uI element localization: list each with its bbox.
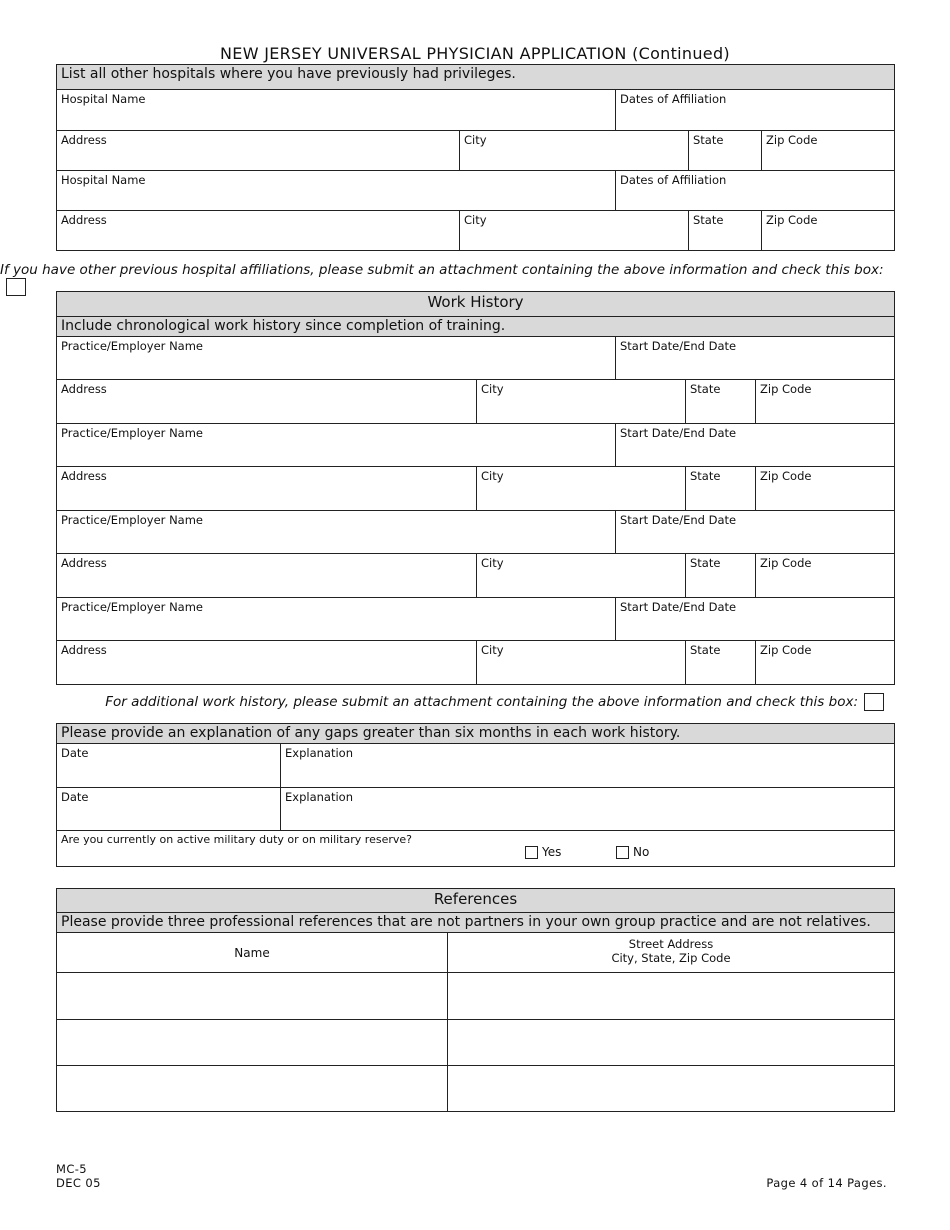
employer-name-label: Practice/Employer Name — [61, 600, 203, 614]
gap-explanation-label: Explanation — [285, 746, 353, 760]
gap-date-field[interactable] — [57, 744, 280, 787]
address-label: Address — [61, 213, 107, 227]
dates-of-affiliation-field[interactable] — [615, 171, 894, 210]
hospital-name-field[interactable] — [57, 171, 615, 210]
state-field[interactable] — [685, 467, 755, 510]
military-question-label: Are you currently on active military duty or on military reserve? — [61, 833, 412, 846]
address-field[interactable] — [57, 467, 476, 510]
form-id: MC-5 — [56, 1162, 88, 1176]
work-history-title: Work History — [57, 292, 894, 317]
address-label: Address — [61, 133, 107, 147]
state-field[interactable] — [685, 641, 755, 684]
references-instructions: Please provide three professional references that are not partners in your own group practice and are not relatives. — [57, 913, 894, 932]
employer-name-field[interactable] — [57, 598, 615, 640]
address-field[interactable] — [57, 641, 476, 684]
work-history-subtitle: Include chronological work history since completion of training. — [57, 317, 894, 336]
hospital-name-row — [57, 170, 894, 210]
state-field[interactable] — [688, 211, 761, 250]
zip-field[interactable] — [755, 641, 894, 684]
city-field[interactable] — [459, 131, 688, 170]
zip-field[interactable] — [755, 554, 894, 597]
address-field[interactable] — [57, 211, 459, 250]
page-number: Page 4 of 14 Pages. — [766, 1176, 887, 1190]
zip-field[interactable] — [755, 380, 894, 423]
gap-explanation-field[interactable] — [280, 744, 894, 787]
gap-explanation-label: Explanation — [285, 790, 353, 804]
zip-label: Zip Code — [766, 133, 818, 147]
zip-label: Zip Code — [760, 469, 812, 483]
work-history-section — [56, 291, 895, 685]
yes-checkbox[interactable] — [525, 846, 538, 859]
city-label: City — [464, 213, 487, 227]
military-no-option[interactable] — [616, 845, 649, 859]
zip-label: Zip Code — [766, 213, 818, 227]
reference-address-field[interactable] — [447, 1066, 894, 1111]
references-header-row — [57, 932, 894, 972]
street-address-header: Street Address — [628, 937, 714, 951]
start-end-date-field[interactable] — [615, 337, 894, 379]
dates-of-affiliation-label: Dates of Affiliation — [620, 92, 727, 106]
gap-date-field[interactable] — [57, 788, 280, 830]
state-label: State — [693, 213, 724, 227]
gap-row — [57, 743, 894, 787]
address-field[interactable] — [57, 131, 459, 170]
start-end-date-field[interactable] — [615, 424, 894, 466]
form-id-block — [56, 1162, 101, 1190]
reference-name-field[interactable] — [57, 1020, 447, 1065]
city-field[interactable] — [476, 467, 685, 510]
hospital-name-label: Hospital Name — [61, 92, 146, 106]
military-row — [57, 830, 894, 866]
yes-label: Yes — [542, 845, 562, 859]
employer-name-field[interactable] — [57, 337, 615, 379]
references-section — [56, 888, 895, 1112]
employer-name-field[interactable] — [57, 424, 615, 466]
zip-field[interactable] — [755, 467, 894, 510]
city-label: City — [481, 382, 504, 396]
employer-row — [57, 423, 894, 466]
address-label: Address — [61, 469, 107, 483]
work-history-attachment-text: For additional work history, please submit an attachment containing the above information and check this box: — [105, 694, 858, 710]
employer-row — [57, 510, 894, 553]
gap-explanation-field[interactable] — [280, 788, 894, 830]
city-state-zip-header: City, State, Zip Code — [611, 951, 731, 965]
employer-row — [57, 597, 894, 640]
address-field[interactable] — [57, 380, 476, 423]
state-label: State — [690, 382, 721, 396]
city-field[interactable] — [476, 641, 685, 684]
name-header-label: Name — [234, 945, 270, 960]
employer-address-row — [57, 379, 894, 423]
city-field[interactable] — [476, 554, 685, 597]
start-end-date-field[interactable] — [615, 511, 894, 553]
military-yes-option[interactable] — [525, 845, 561, 859]
references-title: References — [57, 889, 894, 913]
work-history-attachment-note — [105, 693, 884, 711]
zip-field[interactable] — [761, 131, 894, 170]
address-label: Address — [61, 556, 107, 570]
city-label: City — [464, 133, 487, 147]
reference-address-field[interactable] — [447, 1020, 894, 1065]
form-revision: DEC 05 — [56, 1176, 101, 1190]
start-end-date-label: Start Date/End Date — [620, 600, 737, 614]
employer-name-label: Practice/Employer Name — [61, 426, 203, 440]
address-label: Address — [61, 382, 107, 396]
city-label: City — [481, 469, 504, 483]
start-end-date-field[interactable] — [615, 598, 894, 640]
reference-name-field[interactable] — [57, 973, 447, 1019]
hospital-name-field[interactable] — [57, 90, 615, 130]
page-title: NEW JERSEY UNIVERSAL PHYSICIAN APPLICATION (Continued) — [220, 44, 730, 63]
gap-date-label: Date — [61, 790, 89, 804]
hospital-address-row — [57, 210, 894, 250]
hospitals-header: List all other hospitals where you have previously had privileges. — [57, 65, 894, 90]
hospitals-section — [56, 64, 895, 251]
address-column-header — [447, 933, 894, 972]
city-field[interactable] — [476, 380, 685, 423]
zip-label: Zip Code — [760, 643, 812, 657]
state-field[interactable] — [685, 554, 755, 597]
military-question — [57, 831, 894, 866]
reference-address-field[interactable] — [447, 973, 894, 1019]
state-field[interactable] — [688, 131, 761, 170]
employer-address-row — [57, 466, 894, 510]
state-label: State — [690, 469, 721, 483]
name-column-header — [57, 933, 447, 972]
dates-of-affiliation-label: Dates of Affiliation — [620, 173, 727, 187]
work-history-attachment-checkbox[interactable] — [864, 693, 884, 711]
no-checkbox[interactable] — [616, 846, 629, 859]
zip-label: Zip Code — [760, 382, 812, 396]
reference-row — [57, 1065, 894, 1111]
gaps-header: Please provide an explanation of any gaps greater than six months in each work history. — [57, 724, 894, 743]
state-label: State — [690, 643, 721, 657]
employer-address-row — [57, 640, 894, 684]
hospital-name-row — [57, 90, 894, 130]
employer-name-field[interactable] — [57, 511, 615, 553]
reference-row — [57, 972, 894, 1019]
hospital-name-label: Hospital Name — [61, 173, 146, 187]
city-field[interactable] — [459, 211, 688, 250]
gaps-section — [56, 723, 895, 867]
start-end-date-label: Start Date/End Date — [620, 339, 737, 353]
city-label: City — [481, 643, 504, 657]
employer-row — [57, 336, 894, 379]
employer-name-label: Practice/Employer Name — [61, 513, 203, 527]
state-label: State — [693, 133, 724, 147]
state-label: State — [690, 556, 721, 570]
gap-date-label: Date — [61, 746, 89, 760]
employer-name-label: Practice/Employer Name — [61, 339, 203, 353]
dates-of-affiliation-field[interactable] — [615, 90, 894, 130]
address-label: Address — [61, 643, 107, 657]
city-label: City — [481, 556, 504, 570]
address-field[interactable] — [57, 554, 476, 597]
hospital-address-row — [57, 130, 894, 170]
reference-row — [57, 1019, 894, 1065]
hospital-attachment-text: If you have other previous hospital affiliations, please submit an attachment containing the above information and check this box: — [0, 262, 884, 278]
hospital-attachment-checkbox[interactable] — [6, 278, 26, 296]
zip-field[interactable] — [761, 211, 894, 250]
gap-row — [57, 787, 894, 830]
reference-name-field[interactable] — [57, 1066, 447, 1111]
state-field[interactable] — [685, 380, 755, 423]
zip-label: Zip Code — [760, 556, 812, 570]
start-end-date-label: Start Date/End Date — [620, 513, 737, 527]
employer-address-row — [57, 553, 894, 597]
no-label: No — [633, 845, 650, 859]
start-end-date-label: Start Date/End Date — [620, 426, 737, 440]
